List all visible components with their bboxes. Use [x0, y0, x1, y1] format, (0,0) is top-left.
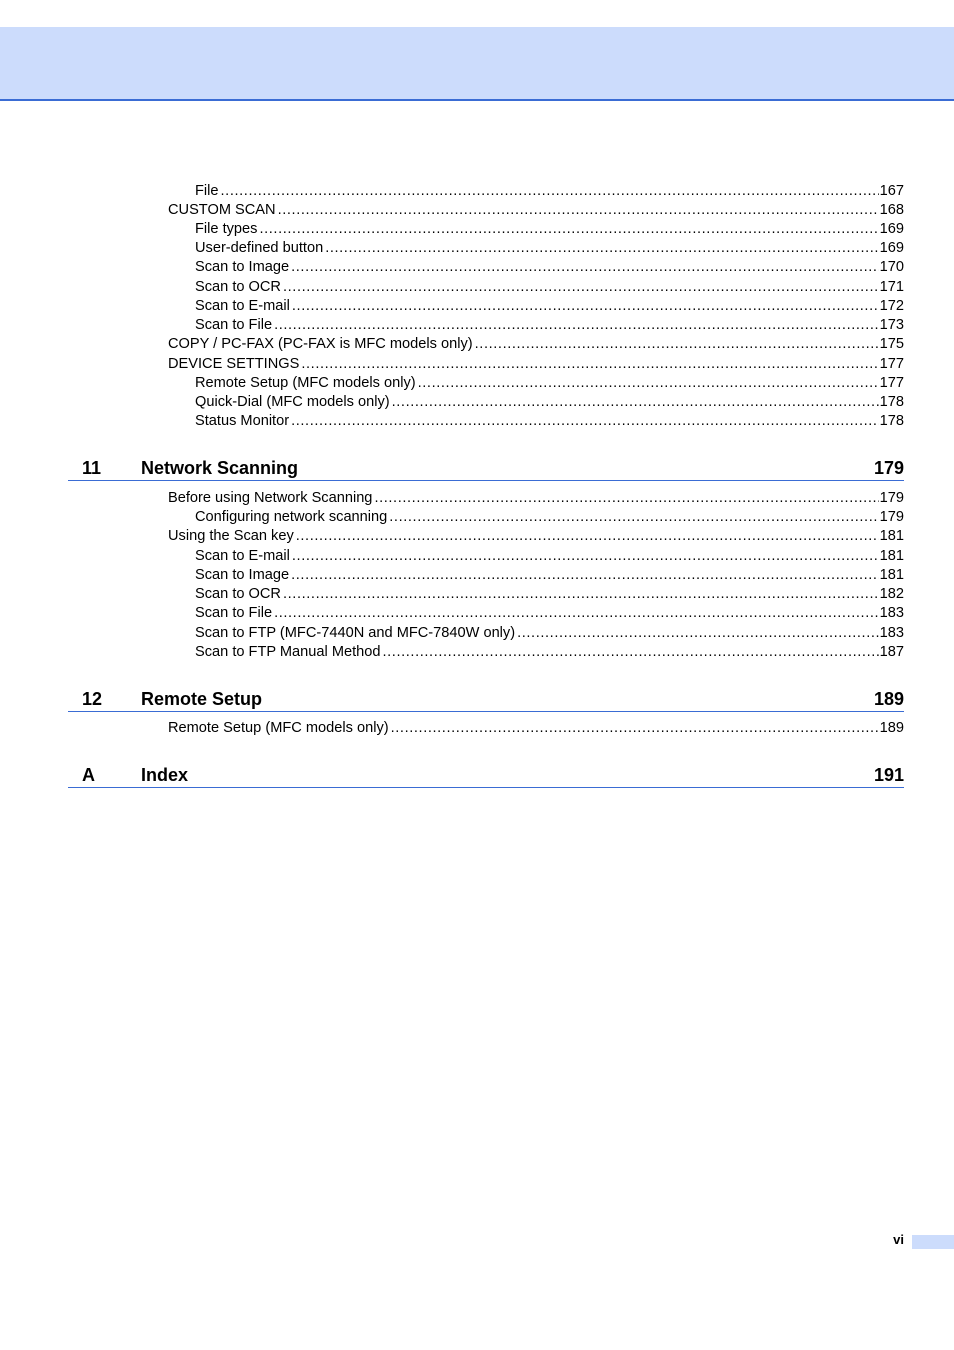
toc-entry-page: 172	[879, 298, 904, 314]
toc-entry[interactable]	[195, 604, 904, 623]
toc-entry-title: User-defined button	[195, 240, 324, 256]
leader-dots	[325, 239, 878, 258]
toc-entry-title: Before using Network Scanning	[168, 490, 373, 506]
toc-entry[interactable]	[195, 624, 904, 643]
toc-entry-page: 189	[879, 720, 904, 736]
leader-dots	[259, 220, 878, 239]
toc-entry[interactable]	[168, 201, 904, 220]
toc-entry-page: 167	[879, 183, 904, 199]
leader-dots	[391, 719, 879, 738]
toc-entry[interactable]	[195, 508, 904, 527]
toc-entry[interactable]	[195, 393, 904, 412]
leader-dots	[278, 201, 879, 220]
toc-entry-title: CUSTOM SCAN	[168, 202, 276, 218]
toc-entry-title: File	[195, 183, 219, 199]
toc-entry-title: Scan to Image	[195, 259, 290, 275]
chapter-page: 189	[873, 689, 904, 709]
leader-dots	[301, 355, 878, 374]
leader-dots	[291, 566, 879, 585]
toc-entry[interactable]	[195, 585, 904, 604]
toc-entry-page: 175	[879, 336, 904, 352]
leader-dots	[374, 489, 878, 508]
toc-entry-page: 177	[879, 375, 904, 391]
chapter-page: 179	[873, 458, 904, 478]
leader-dots	[296, 527, 879, 546]
toc-entry-title: Using the Scan key	[168, 528, 294, 544]
toc-entry[interactable]	[195, 547, 904, 566]
toc-entry[interactable]	[195, 278, 904, 297]
leader-dots	[291, 412, 879, 431]
leader-dots	[292, 297, 879, 316]
header-band	[0, 27, 954, 101]
toc-entry-title: Remote Setup (MFC models only)	[168, 720, 389, 736]
toc-entry-page: 168	[879, 202, 904, 218]
toc-entry-page: 178	[879, 413, 904, 429]
toc-entry[interactable]	[168, 355, 904, 374]
chapter-number: A	[82, 765, 95, 785]
toc-entry-page: 187	[879, 644, 904, 660]
toc-entry[interactable]	[168, 335, 904, 354]
toc-entry-page: 178	[879, 394, 904, 410]
toc-entry-title: COPY / PC-FAX (PC-FAX is MFC models only)	[168, 336, 473, 352]
toc-entry-page: 183	[879, 625, 904, 641]
toc-entry[interactable]	[195, 643, 904, 662]
chapter-heading-11[interactable]	[68, 456, 904, 481]
toc-entry-title: Scan to FTP Manual Method	[195, 644, 381, 660]
chapter-title: Index	[141, 765, 189, 785]
leader-dots	[291, 258, 879, 277]
toc-entry[interactable]	[195, 220, 904, 239]
toc-entry[interactable]	[168, 489, 904, 508]
leader-dots	[475, 335, 879, 354]
footer-tab	[912, 1235, 954, 1249]
leader-dots	[274, 316, 879, 335]
toc-entry-title: Scan to E-mail	[195, 298, 290, 314]
toc-entry-title: DEVICE SETTINGS	[168, 356, 300, 372]
toc-entry-title: Scan to Image	[195, 567, 290, 583]
toc-entry-title: Scan to File	[195, 317, 273, 333]
leader-dots	[517, 624, 879, 643]
toc-entry-title: Status Monitor	[195, 413, 290, 429]
leader-dots	[418, 374, 879, 393]
toc-entry-title: File types	[195, 221, 258, 237]
chapter-title: Network Scanning	[141, 458, 299, 478]
toc-entry[interactable]	[168, 719, 904, 738]
toc-entry-page: 173	[879, 317, 904, 333]
leader-dots	[274, 604, 879, 623]
toc-entry-page: 181	[879, 567, 904, 583]
chapter-number: 11	[82, 458, 102, 478]
toc-entry-title: Scan to E-mail	[195, 548, 290, 564]
leader-dots	[383, 643, 879, 662]
leader-dots	[389, 508, 878, 527]
appendix-heading-a[interactable]	[68, 763, 904, 788]
toc-entry-page: 177	[879, 356, 904, 372]
toc-entry-title: Scan to OCR	[195, 279, 281, 295]
toc-entry[interactable]	[195, 258, 904, 277]
page-number: vi	[893, 1232, 904, 1247]
chapter-page: 191	[873, 765, 904, 785]
toc-entry[interactable]	[195, 412, 904, 431]
toc-entry[interactable]	[195, 374, 904, 393]
toc-entry[interactable]	[195, 239, 904, 258]
chapter-title: Remote Setup	[141, 689, 263, 709]
toc-entry-page: 183	[879, 605, 904, 621]
toc-entry-title: Configuring network scanning	[195, 509, 388, 525]
leader-dots	[221, 182, 879, 201]
toc-entry-page: 169	[879, 221, 904, 237]
toc-entry-title: Scan to FTP (MFC-7440N and MFC-7840W only)	[195, 625, 516, 641]
toc-entry-page: 181	[879, 548, 904, 564]
toc-entry[interactable]	[195, 316, 904, 335]
toc-entry[interactable]	[195, 566, 904, 585]
toc-entry-title: Quick-Dial (MFC models only)	[195, 394, 390, 410]
toc-entry-title: Remote Setup (MFC models only)	[195, 375, 416, 391]
toc-entry-page: 171	[879, 279, 904, 295]
toc-entry-page: 179	[879, 509, 904, 525]
toc-entry[interactable]	[195, 182, 904, 201]
leader-dots	[392, 393, 879, 412]
toc-entry-page: 169	[879, 240, 904, 256]
toc-entry-page: 181	[879, 528, 904, 544]
toc-entry-page: 179	[879, 490, 904, 506]
leader-dots	[283, 278, 879, 297]
toc-entry-title: Scan to OCR	[195, 586, 281, 602]
toc-entry[interactable]	[195, 297, 904, 316]
chapter-number: 12	[82, 689, 103, 709]
leader-dots	[292, 547, 879, 566]
leader-dots	[283, 585, 879, 604]
toc-entry[interactable]	[168, 527, 904, 546]
toc-entry-title: Scan to File	[195, 605, 273, 621]
toc-entry-page: 182	[879, 586, 904, 602]
toc-entry-page: 170	[879, 259, 904, 275]
chapter-heading-12[interactable]	[68, 687, 904, 712]
